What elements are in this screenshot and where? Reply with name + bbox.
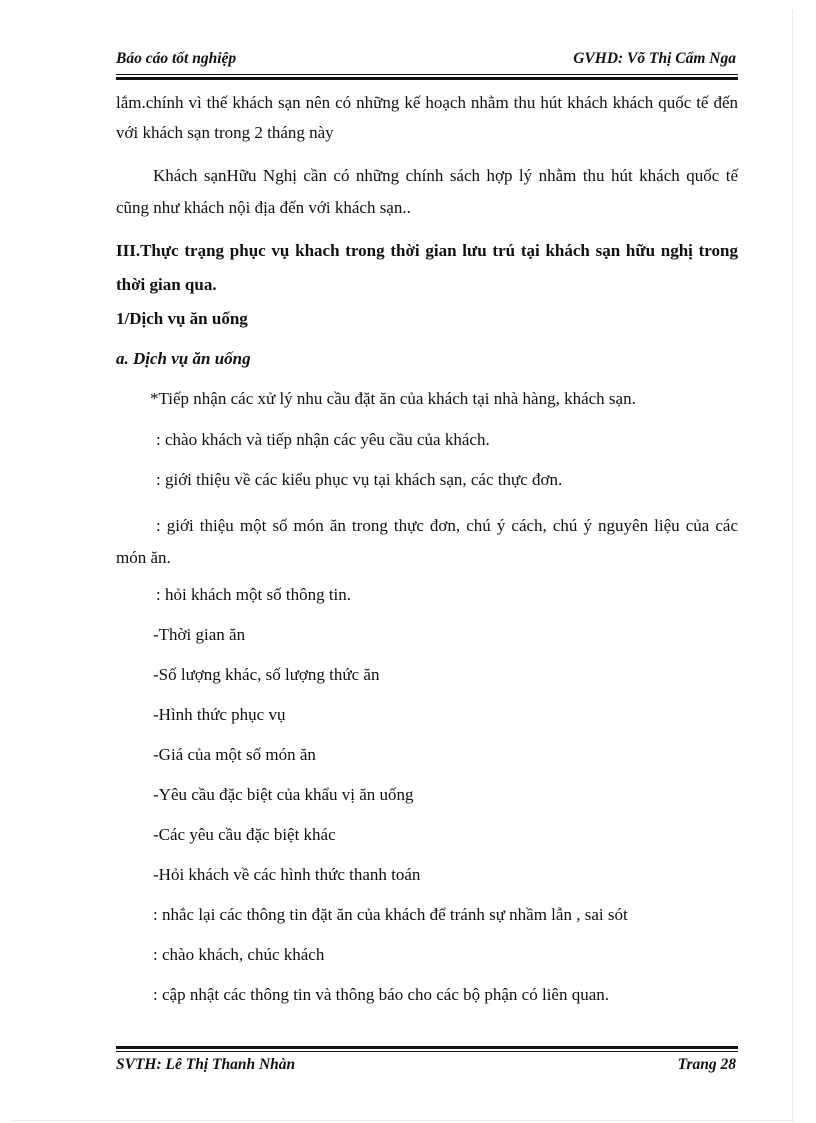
- list-item: : chào khách và tiếp nhận các yêu cầu của khách.: [156, 430, 490, 449]
- paragraph-2: Khách sạnHữu Nghị cần có những chính sách hợp lý nhằm thu hút khách quốc tế cũng như khách nội địa đến với khách sạn..: [116, 166, 738, 217]
- page-header: [116, 46, 736, 72]
- footer-rule-thick: [116, 1046, 738, 1049]
- list-item: -Thời gian ăn: [153, 625, 246, 644]
- list-item: : giới thiệu về các kiểu phục vụ tại khách sạn, các thực đơn.: [156, 470, 563, 489]
- header-advisor: GVHD: Võ Thị Cẩm Nga: [573, 50, 736, 67]
- footer-page-number: Trang 28: [677, 1056, 736, 1073]
- list-item: -Yêu cầu đặc biệt của khẩu vị ăn uống: [153, 785, 414, 804]
- document-body: [116, 92, 738, 1005]
- list-item: *Tiếp nhận các xử lý nhu cầu đặt ăn của khách tại nhà hàng, khách sạn.: [150, 389, 636, 408]
- list-item: : cập nhật các thông tin và thông báo cho các bộ phận có liên quan.: [153, 985, 610, 1004]
- list-item: -Hỏi khách về các hình thức thanh toán: [153, 865, 421, 884]
- header-report-title: Báo cáo tốt nghiệp: [116, 50, 237, 67]
- header-rule-thick: [116, 77, 738, 80]
- list-item: : giới thiệu một số món ăn trong thực đơn, chú ý cách, chú ý nguyên liệu của các món ăn.: [116, 516, 738, 567]
- paragraph-1: lắm.chính vì thế khách sạn nên có những kế hoạch nhằm thu hút khách khách quốc tế đến với khách sạn trong 2 tháng này: [116, 93, 738, 142]
- section-heading: III.Thực trạng phục vụ khach trong thời gian lưu trú tại khách sạn hữu nghị trong thời gian qua.: [116, 241, 738, 294]
- list-item: : hỏi khách một số thông tin.: [156, 585, 352, 604]
- header-rule-thin: [116, 74, 738, 75]
- list-item: -Các yêu cầu đặc biệt khác: [153, 825, 336, 844]
- list-item: -Hình thức phục vụ: [153, 705, 286, 724]
- list-item: : nhắc lại các thông tin đặt ăn của khách để tránh sự nhầm lẫn , sai sót: [153, 905, 628, 924]
- subsubsection-heading: a. Dịch vụ ăn uống: [116, 349, 251, 368]
- footer-student: SVTH: Lê Thị Thanh Nhàn: [116, 1056, 296, 1073]
- list-item: -Giá của một số món ăn: [153, 745, 316, 764]
- page-footer: [116, 1056, 736, 1078]
- list-item: : chào khách, chúc khách: [153, 945, 325, 964]
- subsection-heading: 1/Dịch vụ ăn uống: [116, 309, 248, 328]
- footer-rule-thin: [116, 1051, 738, 1052]
- list-item: -Số lượng khác, số lượng thức ăn: [153, 665, 380, 684]
